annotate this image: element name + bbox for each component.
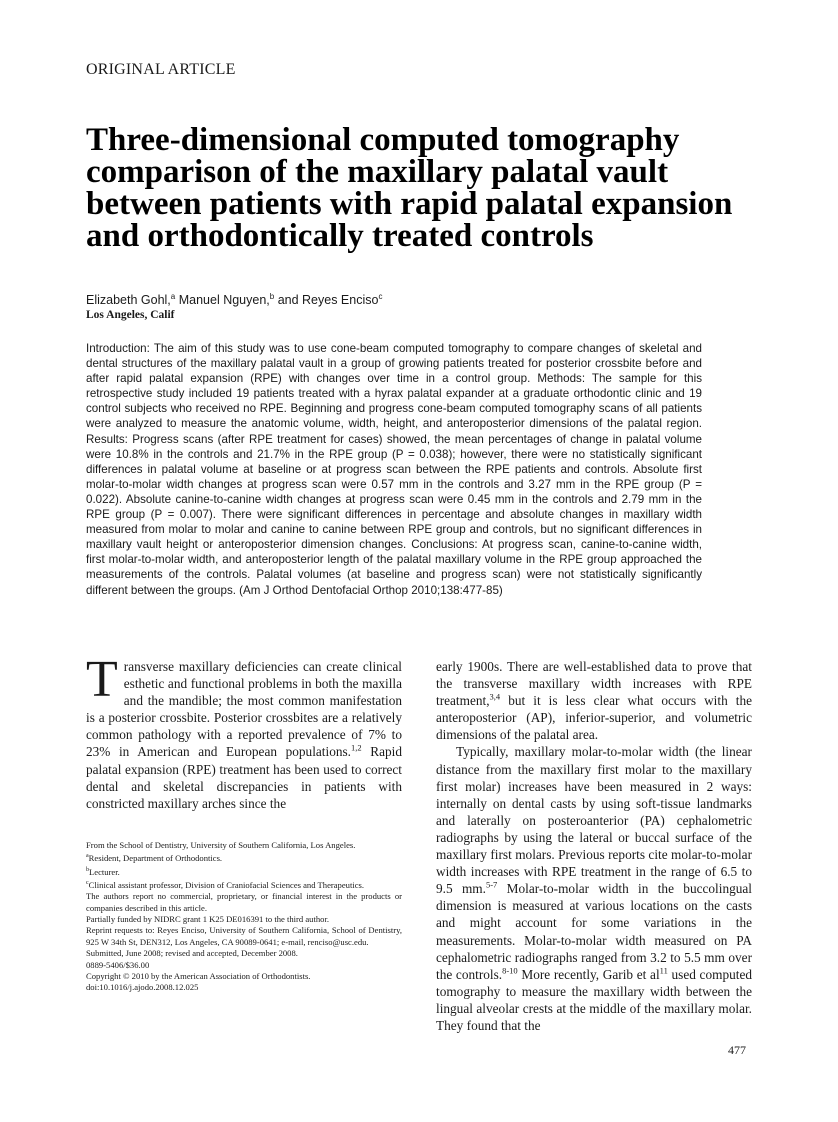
article-title: Three-dimensional computed tomography comparison of the maxillary palatal vault between patients with rapid palatal expansion and orthodontically treated controls: [86, 122, 733, 254]
body-column-right: [436, 658, 752, 1034]
body-text: but it is less clear what occurs with the anteroposterior (AP), inferior-superior, and volumetric dimensions of the palatal area.: [436, 693, 752, 743]
footnote-b: [86, 865, 402, 878]
footnote-issn: 0889-5406/$36.00: [86, 959, 150, 970]
citation: 3,4: [489, 691, 501, 702]
author-affiliation-mark: a: [170, 292, 176, 301]
citation: 1,2: [351, 743, 362, 754]
section-label: ORIGINAL ARTICLE: [86, 61, 236, 78]
body-text: used computed tomography to measure the maxillary width between the lingual alveolar crests at the middle of the maxillary molar. They found that the: [436, 966, 752, 1033]
footnote-disclosure: The authors report no commercial, proprietary, or financial interest in the products or companies described in this article.: [86, 891, 402, 913]
footnote-school: From the School of Dentistry, University of Southern California, Los Angeles.: [86, 840, 356, 850]
footnote-text: Lecturer.: [89, 866, 120, 877]
body-text: Typically, maxillary molar-to-molar width (the linear distance from the maxillary first molar to the maxillary first molar) increases have been measured in 2 ways: internally on dental casts by using soft-tissue landmarks and laterally on posteroanterior (PA) cephalometric radiographs by using the lateral or buccal surface of the maxillary first molars. Previous reports cite molar-to-molar width increases with RPE treatment in the range of 6.5 to 9.5 mm.: [436, 744, 752, 897]
footnote-funding: Partially funded by NIDRC grant 1 K25 DE016391 to the third author.: [86, 914, 329, 925]
body-text: More recently, Garib et al: [517, 966, 660, 982]
footnote-c: [86, 878, 402, 891]
citation: 5-7: [485, 879, 498, 890]
footnote-mark: c: [86, 879, 89, 886]
body-text: Rapid palatal expansion (RPE) treatment has been used to correct dental and skeletal discrepancies in patients with constricted maxillary arches since the: [86, 744, 403, 811]
footnote-copyright: Copyright © 2010 by the American Association of Orthodontists.: [86, 971, 311, 982]
footnote-text: Clinical assistant professor, Division of Craniofacial Sciences and Therapeutics.: [88, 879, 365, 890]
footnote-doi: doi:10.1016/j.ajodo.2008.12.025: [86, 982, 199, 993]
author-affiliation-mark: b: [269, 292, 275, 301]
abstract: Introduction: The aim of this study was to use cone-beam computed tomography to compare changes of skeletal and dental structures of the maxillary palatal vault in a group of growing patients treated for posterior crossbite before and after rapid palatal expansion (RPE) with changes over time in a control group. Methods: The sample for this retrospective study included 19 patients treated with a hyrax palatal expander at a graduate orthodontic clinic and 19 control subjects who received no RPE. Beginning and progress cone-beam computed tomography scans of all patients were analyzed to measure the anatomic volume, width, height, and anteroposterior dimensions of the palatal region. Results: Progress scans (after RPE treatment for cases) showed, the mean percentages of change in palatal volume were 10.8% in the controls and 21.7% in the RPE group (P = 0.038); however, there were no statistically significant differences in palatal volume at baseline or at progress scan between the RPE patients and controls. Absolute first molar-to-molar width changes at progress scan were 0.57 mm in the controls and 3.27 mm in the RPE group (P = 0.022). Absolute canine-to-canine width changes at progress scan were 0.45 mm in the controls and 2.79 mm in the RPE group (P = 0.007). There were significant differences in percentage and absolute changes in maxillary width measured from molar to molar and canine to canine between RPE group and controls, but no significant differences in maxillary vault height or anteroposterior dimension changes. Conclusions: At progress scan, canine-to-canine width, first molar-to-molar width, and anteroposterior length of the palatal maxillary volume in the RPE group approached the measurements of the controls. Palatal volumes (at baseline and progress scan) were not statistically significantly different between the groups. (Am J Orthod Dentofacial Orthop 2010;138:477-85): [86, 342, 702, 597]
body-text: Molar-to-molar width in the buccolingual dimension is measured at various locations on the casts and might account for some variations in the measurements. Molar-to-molar width measured on PA cephalometric radiographs ranged from 3.2 to 5.5 mm over the controls.: [436, 881, 752, 982]
author-name: Elizabeth Gohl,: [86, 293, 171, 308]
footnote-mark: b: [86, 866, 89, 873]
author-name: and Reyes Enciso: [277, 293, 379, 308]
footnotes: [86, 840, 402, 994]
body-text: early 1900s. There are well-established data to prove that the transverse maxillary width increases with RPE treatment,: [436, 659, 752, 709]
citation: 11: [659, 965, 668, 976]
author-list: [86, 292, 382, 307]
body-column-left: [86, 651, 403, 812]
body-text: ransverse maxillary deficiencies can create clinical esthetic and functional problems in both the maxilla and the mandible; the most common manifestation is a posterior crossbite. Posterior crossbites are a relatively common pathology with a reported prevalence of 7% to 23% in American and European populations.: [86, 659, 402, 760]
footnote-mark: a: [86, 853, 89, 860]
body-paragraph: [86, 651, 403, 812]
footnote-a: [86, 851, 402, 864]
footnote-text: Resident, Department of Orthodontics.: [88, 853, 223, 864]
page-number: 477: [728, 1043, 746, 1057]
body-paragraph: [436, 743, 752, 1034]
author-location: Los Angeles, Calif: [86, 309, 175, 321]
body-paragraph: [436, 658, 752, 743]
drop-cap: T: [86, 651, 118, 708]
footnote-submitted: Submitted, June 2008; revised and accepted, December 2008.: [86, 948, 298, 959]
citation: 8-10: [502, 965, 518, 976]
footnote-reprint: Reprint requests to: Reyes Enciso, University of Southern California, School of Dentistry, 925 W 34th St, DEN312, Los Angeles, CA 90089-0641; e-mail, renciso@usc.edu.: [86, 925, 402, 947]
author-name: Manuel Nguyen,: [178, 293, 270, 308]
author-affiliation-mark: c: [378, 292, 383, 301]
